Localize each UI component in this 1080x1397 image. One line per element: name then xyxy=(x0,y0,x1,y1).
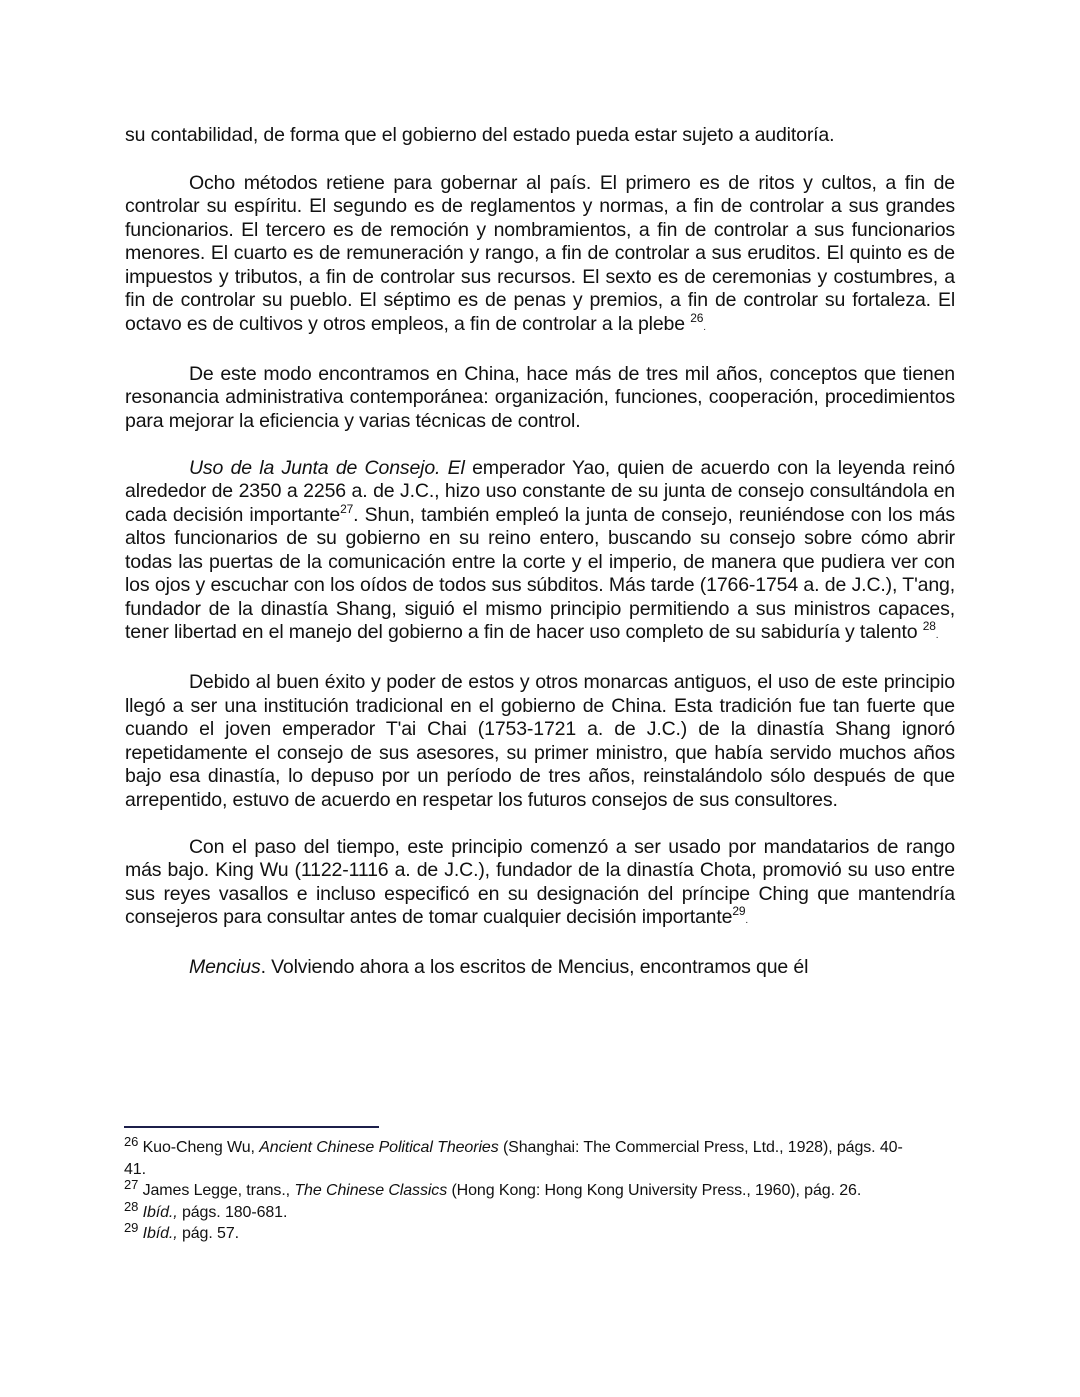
footnote-29 xyxy=(124,1220,904,1245)
footnote-ref-28: 28 xyxy=(922,619,936,633)
paragraph xyxy=(125,671,955,812)
footnote-26 xyxy=(124,1134,904,1180)
footnote-number: 27 xyxy=(124,1177,139,1192)
italic-text: The Chinese Classics xyxy=(294,1182,448,1199)
footnote-number: 29 xyxy=(124,1220,139,1235)
italic-text: Ibíd., xyxy=(142,1225,178,1242)
text-run: (Hong Kong: Hong Kong University Press., 1960), pág. 26. xyxy=(447,1182,862,1199)
footnote-27 xyxy=(124,1177,904,1202)
paragraph-junta-de-consejo xyxy=(125,457,955,648)
paragraph xyxy=(125,363,955,434)
text-run: De este modo encontramos en China, hace más de tres mil años, conceptos que tienen resonancia administrativa contemporánea: organización, funciones, cooperación, procedimientos para mejorar la eficiencia y varias técnicas de control. xyxy=(125,362,955,432)
italic-text: Ibíd., xyxy=(142,1203,178,1221)
footnote-separator xyxy=(124,1126,379,1128)
text-run: págs. 180-681. xyxy=(177,1203,288,1221)
footnotes xyxy=(124,1134,904,1245)
footnote-ref-29: 29 xyxy=(732,904,746,918)
footnote-number: 28 xyxy=(124,1198,139,1214)
text-run: (Shanghai: The Commercial Press, Ltd., 1928), págs. 40-41. xyxy=(124,1139,903,1178)
italic-text: Mencius xyxy=(189,956,261,978)
document-body xyxy=(125,124,955,1003)
footnote-number: 26 xyxy=(124,1134,139,1149)
text-run: pág. 57. xyxy=(177,1225,239,1242)
text-run: . Shun, también empleó la junta de consejo, reuniéndose con los más altos funcionarios de su gobierno en su reino entero, buscando su consejo sobre cómo abrir todas las puertas de la comunicación entre la corte y el imperio, de manera que pudiera ver con los ojos y escuchar con los oídos de todos sus súbditos. Más tarde (1766-1754 a. de J.C.), T'ang, fundador de la dinastía Shang, siguió el mismo principio permitiendo a sus ministros capaces, tener libertad en el manejo del gobierno a fin de hacer uso completo de su sabiduría y talento xyxy=(125,503,956,643)
italic-text: Ancient Chinese Political Theories xyxy=(259,1139,499,1156)
text-run: Ocho métodos retiene para gobernar al país. El primero es de ritos y cultos, a fin de controlar su espíritu. El segundo es de reglamentos y normas, a fin de controlar a sus grandes funcionarios. El tercero es de remoción y nombramientos, a fin de controlar a sus funcionarios menores. El cuarto es de remuneración y rango, a fin de controlar a sus eruditos. El quinto es de impuestos y tributos, a fin de controlar sus recursos. El sexto es de ceremonias y costumbres, a fin de controlar su pueblo. El séptimo es de penas y premios, a fin de controlar su fortaleza. El octavo es de cultivos y otros empleos, a fin de controlar a la plebe xyxy=(125,171,955,335)
text-run: James Legge, trans., xyxy=(138,1182,295,1199)
footnote-ref-26: 26 xyxy=(690,310,704,325)
period: . xyxy=(745,915,749,926)
paragraph xyxy=(125,124,955,148)
italic-text: Uso de la Junta de Consejo. El xyxy=(189,456,465,479)
text-run: Kuo-Cheng Wu, xyxy=(138,1139,260,1156)
period: . xyxy=(703,321,706,333)
text-run: su contabilidad, de forma que el gobierno del estado pueda estar sujeto a auditoría. xyxy=(125,124,835,146)
text-run: . Volviendo ahora a los escritos de Mencius, encontramos que él xyxy=(260,956,809,978)
footnote-28 xyxy=(124,1198,904,1224)
paragraph xyxy=(125,172,955,340)
text-run: Con el paso del tiempo, este principio comenzó a ser usado por mandatarios de rango más bajo. King Wu (1122-1116 a. de J.C.), fundador de la dinastía Chota, promovió su uso entre sus reyes vasallos e incluso especificó en su designación del príncipe Ching que mantendría consejeros para consultar antes de tomar cualquier decisión importante xyxy=(125,835,955,928)
footnote-ref-27: 27 xyxy=(340,501,354,516)
paragraph-mencius xyxy=(125,956,955,980)
paragraph xyxy=(125,836,955,933)
text-run: Debido al buen éxito y poder de estos y otros monarcas antiguos, el uso de este principio llegó a ser una institución tradicional en el gobierno de China. Esta tradición fue tan fuerte que cuando el joven emperador T'ai Chai (1753-1721 a. de J.C.) de la dinastía Shang ignoró repetidamente el consejo de sus asesores, su primer ministro, que había servido muchos años bajo esa dinastía, lo depuso por un período de tres años, reinstalándolo sólo después de que arrepentido, estuvo de acuerdo en respetar los futuros consejos de sus consultores. xyxy=(125,671,955,811)
text-run: emperador Yao, quien de acuerdo con la leyenda reinó alrededor de 2350 a 2256 a. de J.C., hizo uso constante de su junta de consejo consultándola en cada decisión importante xyxy=(125,456,955,526)
period: . xyxy=(935,630,939,641)
